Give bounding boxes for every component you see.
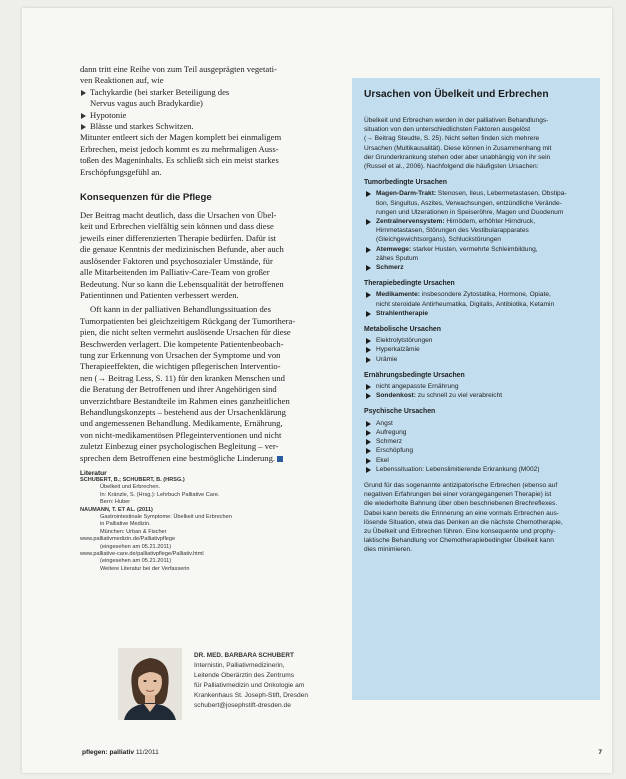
cause-text-continuation: rungen und Ulzerationen in Speiseröhre, Magen und Duodenum [376,208,564,216]
author-bio [194,651,364,711]
intro-line: situation von den unterschiedlichsten Faktoren ausgelöst [364,126,531,134]
literature-entry [80,521,342,528]
list-item [364,290,596,308]
cause-text: Urämie [376,355,398,363]
cause-text: Ekel [376,456,389,464]
body-line: Therapieeffekten, die wichtigen pflegerischen Interventio- [80,361,281,372]
list-item [364,309,596,318]
literature-text: Bern: Huber [100,499,131,506]
intro-line: (Russel et al., 2006). Nachfolgend die häufigsten Ursachen: [364,163,539,171]
literature-entry [80,558,342,565]
body-line: Beschwerden verlagert. Die kompetente Patientenbeobach- [80,338,284,349]
literature-entry [80,507,342,514]
body-line: nen (→ Beitrag Less, S. 11) für den kranken Menschen und [80,372,285,383]
outro-line: dies minimieren. [364,546,413,554]
list-item [364,419,596,428]
literature-text: Gastrointestinale Symptome: Übelkeit und Erbrechen [100,514,232,521]
list-item [364,456,596,465]
cause-text-continuation: Hirnmetastasen, Störungen des Vestibularapparates [376,227,529,235]
literature-author: NAUMANN, T. ET AL. (2011) [80,506,153,513]
left-column [80,64,342,573]
author-position: Leitende Oberärztin des Zentrums [194,672,295,679]
body-line: zuletzt Einbezug einer psychologischen Begleitung – ver- [80,441,279,452]
issue-number: 11/2011 [135,749,159,756]
info-box-intro [364,116,596,171]
body-line-last: sprechen dem Betroffenen eine bestmögliche Linderung. [80,453,342,464]
author-email[interactable]: schubert@josephstift-dresden.de [194,702,291,709]
list-item [364,428,596,437]
body-line: die Beratung der Betroffenen und ihrer Angehörigen sind [80,384,277,395]
list-item [364,446,596,455]
cause-text: Stenosen, Ileus, Lebermetastasen, Obstipa- [436,190,567,198]
cause-text: Schmerz [376,438,403,446]
cause-term: Medikamente: [376,291,420,299]
cause-text-continuation: tion, Singultus, Aszites, Verwachsungen, entzündliche Verände- [376,199,562,207]
list-item-continuation: Nervus vagus auch Bradykardie) [90,98,203,109]
literature-author: SCHUBERT, B.; SCHUBERT, B. (HRSG.) [80,477,185,483]
outro-line: Grund für das sogenannte antizipatorische Erbrechen (ebenso auf [364,481,558,489]
intro-line: der Grunderkrankung stehen oder aber unabhängig von ihr sein [364,153,551,161]
author-block [118,648,358,738]
info-box-outro [364,481,596,555]
cause-list-nutrition [364,382,596,400]
list-item: Hypotonie [80,110,342,121]
cause-term: Zentralnervensystem: [376,218,445,226]
outro-line: Dabei kann bereits die Erinnerung an eine vormals Erbrechen aus- [364,509,559,517]
outro-line: laktische Behandlung vor Chemotherapiebedingter Übelkeit kann [364,537,554,545]
cause-text: Angst [376,419,393,427]
body-line: Mitunter entleert sich der Magen komplett bei einmaligem [80,132,282,143]
info-box-causes [352,78,600,700]
literature-text: in Palliative Medizin. [100,521,151,528]
list-item [364,217,596,245]
body-line: unverzichtbare Bestandteile im Rahmen eines ganzheitlichen [80,395,290,406]
symptom-list [80,87,342,133]
literature-text[interactable]: www.palliativmedizin.de/Palliativpflege [80,536,176,543]
cause-text: nicht angepasste Ernährung [376,383,459,391]
magazine-page [22,8,612,773]
cause-term: Magen-Darm-Trakt: [376,190,437,198]
literature-text: In: Kränzle, S. (Hrsg.): Lehrbuch Palliative Care. [100,491,220,498]
body-line: alle Mitarbeitenden im Palliativ-Care-Team von großer [80,267,270,278]
literature-entry [80,492,342,499]
intro-line: Ursachen (Multikausalität). Diese können in Zusammenhang mit [364,144,552,152]
list-item [364,382,596,391]
body-line: auslösender Faktoren und psychosozialer Umstände, für [80,255,273,266]
literature-text: Weitere Literatur bei der Verfasserin [100,565,190,572]
paragraph-2 [80,304,342,464]
literature-list [80,477,342,573]
section-heading: Konsequenzen für die Pflege [80,192,212,204]
cause-group-heading-tumor: Tumorbedingte Ursachen [364,179,447,187]
cause-list-psych [364,419,596,474]
outro-line: negativen Erfahrungen bei einer vorangegangenen Therapie) ist [364,491,552,499]
cause-text: Erschöpfung [376,447,414,455]
author-role: Internistin, Palliativmedizinerin, [194,662,285,669]
author-department: für Palliativmedizin und Onkologie am [194,682,305,689]
author-portrait-image [118,648,182,720]
cause-group-heading-therapy: Therapiebedingte Ursachen [364,280,455,288]
author-institution: Krankenhaus St. Joseph-Stift, Dresden [194,692,308,699]
literature-text: München: Urban & Fischer [100,528,167,535]
cause-list-tumor [364,189,596,272]
literature-entry [80,529,342,536]
outro-line: lösende Situation, etwa das Denken an die nächste Chemotherapie, [364,518,563,526]
literature-text: Übelkeit und Erbrechen. [100,484,161,491]
outro-line: zu Übelkeit und Erbrechen führen. Eine konsequente und prophy- [364,527,556,535]
list-item [364,355,596,364]
list-item [364,189,596,217]
literature-entry [80,484,342,491]
literature-text: (eingesehen am 05.21.2011) [100,543,172,550]
cause-text: Lebenssituation: Lebenslimitierende Erkrankung (M002) [376,465,540,473]
cause-term: Sondenkost: [376,392,416,400]
body-line: Tumorpatienten bei gleichzeitigem Rückgang der Tumorthera- [80,315,296,326]
cause-text: zu schnell zu viel verabreicht [415,392,503,400]
literature-entry [80,499,342,506]
intro-line: Übelkeit und Erbrechen werden in der palliativen Behandlungs- [364,117,549,124]
intro-line-2: ven Reaktionen auf, wie [80,75,164,86]
cause-text: insbesondere Zytostatika, Hormone, Opiate, [419,291,551,299]
body-line: Der Beitrag macht deutlich, dass die Ursachen von Übel- [80,210,277,221]
list-item [364,437,596,446]
literature-entry [80,514,342,521]
list-item: Tachykardie (bei starker Beteiligung des Nervus vagus auch Bradykardie) [80,87,342,110]
end-of-article-mark [277,456,283,462]
cause-term: Schmerz [376,264,404,272]
literature-entry [80,536,342,543]
author-photo [118,648,182,720]
cause-group-heading-nutrition: Ernährungsbedingte Ursachen [364,371,465,379]
magazine-brand: pflegen: palliativ [82,749,135,756]
cause-text: starker Husten, vermehrte Schleimbildung, [411,245,538,253]
body-line: Bedeutung. Nur so kann die Lebensqualität der betroffenen [80,278,284,289]
literature-entry [80,544,342,551]
body-line: jeweils einer differenzierten Therapie bedürfen. Dafür ist [80,232,277,243]
body-line: pien, die nicht selten vermehrt auslösende Ursachen für diese [80,327,291,338]
body-line: Oft kann in der palliativen Behandlungssituation des [90,304,271,315]
body-line: tung zur Erkennung von Ursachen der Symptome und von [80,349,281,360]
literature-entry [80,551,342,558]
list-item [364,245,596,263]
intro-line-1: dann tritt eine Reihe von zum Teil ausgeprägten vegetati- [80,64,277,74]
cause-text-continuation: (Gleichgewichtsorgans), Schluckstörungen [376,236,501,244]
literature-heading: Literatur [80,470,107,477]
body-line: und angemessenen Behandlung. Medikamente, Ernährung, [80,418,283,429]
cause-text: Hyperkalzämie [376,346,420,354]
list-item [364,465,596,474]
body-line: von nicht-medikamentösen Pflegeinterventionen und nicht [80,429,282,440]
info-box-title: Ursachen von Übelkeit und Erbrechen [364,89,549,100]
literature-text[interactable]: www.palliative-care.de/palliativpflege/Palliativ.html [80,551,204,558]
list-item [364,263,596,272]
outro-line: die wiederholte Bahnung über oben beschriebenen Brechreflexes. [364,500,558,508]
cause-group-heading-metabolic: Metabolische Ursachen [364,326,441,334]
body-line: Behandlungskonzepts – bestehend aus der Ursachenklärung [80,406,286,417]
intro-line: (→ Beitrag Steudte, S. 25). Nicht selten finden sich mehrere [364,135,540,143]
cause-text: Hirnödem, erhöhter Hirndruck, [444,218,536,226]
cause-list-metabolic [364,336,596,364]
list-item [364,345,596,354]
body-line: toßen des Mageninhalts. Es schließt sich ein meist starkes [80,155,279,166]
page-footer [82,749,602,756]
body-line: Patientinnen und Patienten verbessert werden. [80,289,239,300]
list-item [364,336,596,345]
list-item [364,391,596,400]
cause-list-therapy [364,290,596,318]
list-item: Blässe und starkes Schwitzen. [80,121,342,132]
literature-entry [80,566,342,573]
cause-text-continuation: zähes Sputum [376,254,419,262]
body-line: Erschöpfungsgefühl an. [80,166,162,177]
cause-term: Strahlentherapie [376,309,429,317]
literature-text: (eingesehen am 05.21.2011) [100,558,172,565]
cause-groups [364,178,596,474]
cause-text-continuation: nicht steroidale Antirheumatika, Digitalis, Antibiotika, Ketamin [376,300,555,308]
page-number: 7 [598,749,602,756]
body-line: Erbrechen, meist jedoch kommt es zu mehrmaligen Auss- [80,143,279,154]
cause-text: Elektrolytstörungen [376,337,433,345]
body-line: keit und Erbrechen vielfältig sein können und dass diese [80,221,274,232]
paragraph-1 [80,210,342,301]
body-line: die genaue Kenntnis der medizinischen Befunde, aber auch [80,244,284,255]
cause-text: Aufregung [376,428,407,436]
info-box-body [364,116,596,555]
author-name: DR. MED. BARBARA SCHUBERT [194,652,294,659]
cause-group-heading-psych: Psychische Ursachen [364,408,436,416]
cause-term: Atemwege: [376,245,412,253]
